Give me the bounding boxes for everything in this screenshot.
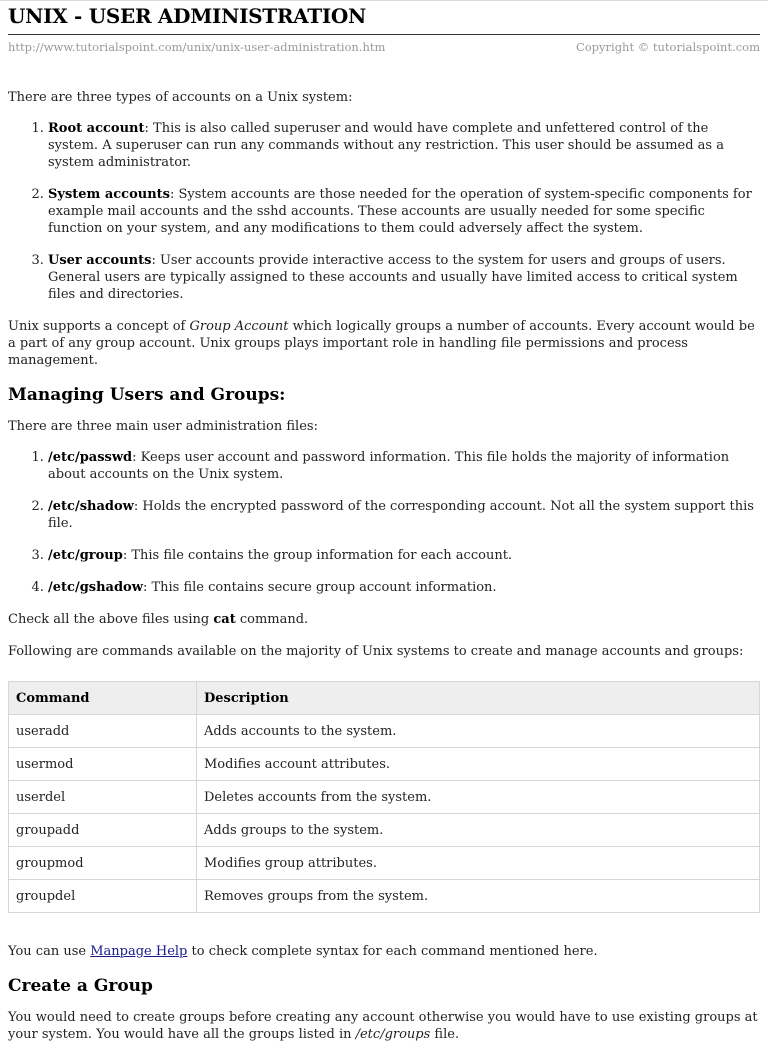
page-meta <box>8 39 760 55</box>
table-cell: groupadd <box>9 814 197 847</box>
list-item <box>48 120 760 171</box>
table-cell: useradd <box>9 715 197 748</box>
table-cell: Adds groups to the system. <box>197 814 760 847</box>
text-run: Check all the above files using <box>8 612 214 627</box>
manpage-help-link[interactable]: Manpage Help <box>90 944 188 959</box>
list-item <box>48 252 760 303</box>
table-row <box>9 748 760 781</box>
commands-table <box>8 681 760 913</box>
text-run: You can use <box>8 944 91 959</box>
list-item <box>48 498 760 532</box>
column-header: Command <box>9 682 197 715</box>
table-cell: Modifies group attributes. <box>197 847 760 880</box>
table-row <box>9 880 760 913</box>
table-header-row <box>9 682 760 715</box>
list-item-text: : User accounts provide interactive access to the system for users and groups of users. General users are typically assigned to these accounts and usually have limited access to critical system files and directories. <box>48 253 738 302</box>
list-item-term: User accounts <box>48 253 152 268</box>
cat-command: cat <box>213 612 236 627</box>
list-item-text: : This file contains the group information for each account. <box>122 548 513 563</box>
list-item <box>48 449 760 483</box>
text-run: You would need to create groups before creating any account otherwise you would have to use existing groups at your system. You would have all the groups listed in <box>8 1010 758 1042</box>
table-row <box>9 715 760 748</box>
table-cell: groupdel <box>9 880 197 913</box>
list-item-term: System accounts <box>48 187 170 202</box>
list-item-term: /etc/gshadow <box>48 580 143 595</box>
list-item <box>48 547 760 564</box>
text-run: to check complete syntax for each command mentioned here. <box>187 944 598 959</box>
following-paragraph: Following are commands available on the majority of Unix systems to create and manage accounts and groups: <box>8 644 744 659</box>
list-item-term: /etc/group <box>48 548 123 563</box>
intro-text: There are three types of accounts on a Unix system: <box>8 90 353 105</box>
copyright: Copyright © tutorialspoint.com <box>575 40 760 54</box>
column-header: Description <box>197 682 760 715</box>
list-item-text: : System accounts are those needed for the operation of system-specific components for example mail accounts and the sshd accounts. These accounts are usually needed for some specific function on your system, and any modifications to them could adversely affect the system. <box>48 187 752 236</box>
table-cell: Adds accounts to the system. <box>197 715 760 748</box>
page-title: UNIX - USER ADMINISTRATION <box>8 1 760 35</box>
source-url: http://www.tutorialspoint.com/unix/unix-user-administration.htm <box>8 40 386 54</box>
list-item <box>48 186 760 237</box>
table-cell: groupmod <box>9 847 197 880</box>
table-cell: userdel <box>9 781 197 814</box>
text-run: file. <box>430 1027 460 1042</box>
page <box>0 1 768 1043</box>
list-item-text: : Keeps user account and password information. This file holds the majority of information about accounts on the Unix system. <box>48 450 730 482</box>
table-cell: Modifies account attributes. <box>197 748 760 781</box>
section-heading-create-group: Create a Group <box>8 976 153 996</box>
admin-files-list <box>8 449 760 596</box>
text-run: command. <box>235 612 309 627</box>
check-files-paragraph <box>8 611 760 628</box>
list-item-term: /etc/shadow <box>48 499 134 514</box>
table-row <box>9 814 760 847</box>
text-run: which logically groups a number of accounts. Every account would be a part of any group account. Unix groups plays important role in handling file permissions and process management. <box>8 319 755 368</box>
table-cell: Deletes accounts from the system. <box>197 781 760 814</box>
table-row <box>9 781 760 814</box>
manpage-paragraph <box>8 943 760 960</box>
section-heading-managing: Managing Users and Groups: <box>8 385 286 405</box>
text-run: Unix supports a concept of <box>8 319 190 334</box>
group-account-paragraph <box>8 318 760 369</box>
list-item <box>48 579 760 596</box>
table-cell: Removes groups from the system. <box>197 880 760 913</box>
list-item-text: : Holds the encrypted password of the corresponding account. Not all the system support this file. <box>48 499 754 531</box>
list-item-term: Root account <box>48 121 145 136</box>
create-group-paragraph <box>8 1009 760 1043</box>
list-item-term: /etc/passwd <box>48 450 133 465</box>
table-cell: usermod <box>9 748 197 781</box>
table-row <box>9 847 760 880</box>
account-types-list <box>8 120 760 303</box>
section-intro: There are three main user administration files: <box>8 419 318 434</box>
list-item-text: : This file contains secure group account information. <box>142 580 497 595</box>
emphasis: /etc/groups <box>355 1027 431 1042</box>
emphasis: Group Account <box>189 319 289 334</box>
list-item-text: : This is also called superuser and would have complete and unfettered control of the system. A superuser can run any commands without any restriction. This user should be assumed as a system administrator. <box>48 121 724 170</box>
